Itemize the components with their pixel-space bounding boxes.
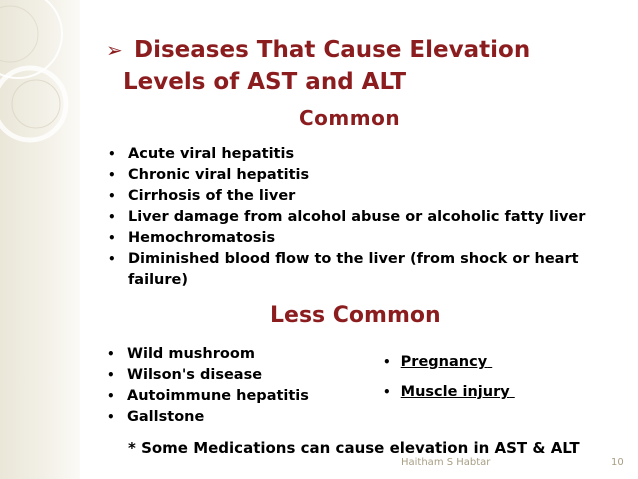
list-item: • Hemochromatosis	[128, 228, 585, 249]
list-item: • Cirrhosis of the liver	[128, 186, 585, 207]
list-item: • Autoimmune hepatitis	[127, 386, 309, 407]
medications-note: * Some Medications can cause elevation in AST & ALT	[128, 439, 580, 457]
list-item-continuation: failure)	[128, 272, 188, 288]
list-item: • Wild mushroom	[127, 344, 309, 365]
bullet-dot-icon: •	[383, 355, 391, 369]
list-item: • Wilson's disease	[127, 365, 309, 386]
list-item: • Chronic viral hepatitis	[128, 165, 585, 186]
bullet-dot-icon: •	[108, 210, 116, 224]
bullet-dot-icon: •	[108, 252, 116, 266]
title-line-1: Diseases That Cause Elevation	[134, 37, 531, 63]
list-item: • Gallstone	[127, 407, 309, 428]
less-common-heading: Less Common	[270, 303, 441, 328]
bullet-dot-icon: •	[107, 347, 115, 361]
list-item-pregnancy: • Pregnancy	[383, 354, 488, 370]
common-list	[108, 144, 586, 291]
bullet-dot-icon: •	[108, 168, 116, 182]
bullet-dot-icon: •	[107, 410, 115, 424]
bullet-dot-icon: •	[107, 389, 115, 403]
list-item: • Liver damage from alcohol abuse or alcoholic fatty liver	[128, 207, 585, 228]
bullet-dot-icon: •	[107, 368, 115, 382]
page-number: 10	[611, 457, 624, 468]
bullet-dot-icon: •	[108, 231, 116, 245]
bullet-dot-icon: •	[383, 385, 391, 399]
list-item: • Diminished blood flow to the liver (from shock or heart	[128, 249, 585, 270]
bullet-dot-icon: •	[108, 189, 116, 203]
footer-author: Haitham S Habtar	[401, 457, 491, 468]
bullet-dot-icon: •	[108, 147, 116, 161]
title-line-2: Levels of AST and ALT	[123, 69, 407, 95]
list-item-muscle-injury: • Muscle injury	[383, 384, 510, 400]
arrow-bullet-icon: ➢	[106, 38, 123, 62]
list-item: • Acute viral hepatitis	[128, 144, 585, 165]
less-common-list	[107, 344, 309, 428]
common-heading: Common	[299, 106, 401, 130]
